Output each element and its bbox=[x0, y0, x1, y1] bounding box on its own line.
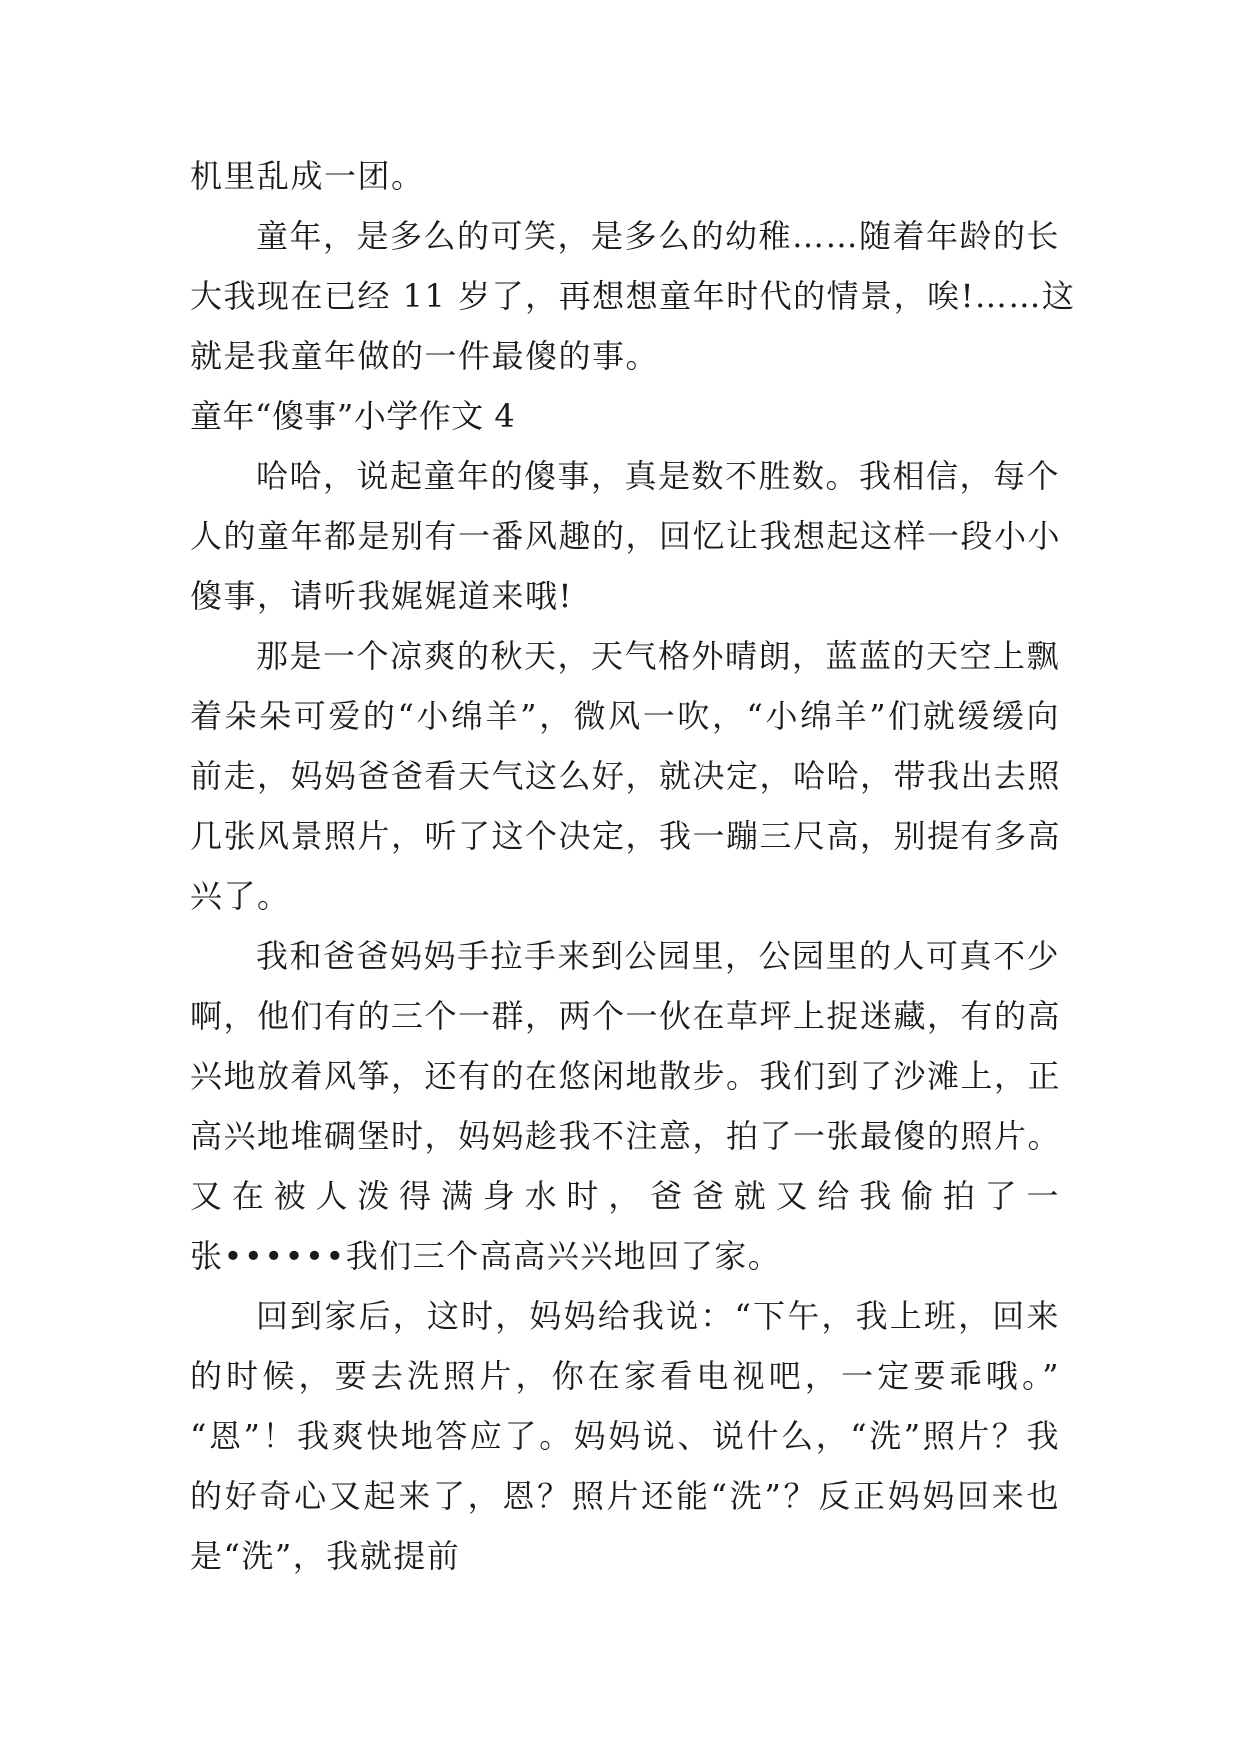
text-line: 人的童年都是别有一番风趣的，回忆让我想起这样一段小小 bbox=[190, 517, 1062, 555]
text-line: 就是我童年做的一件最傻的事。 bbox=[190, 337, 660, 375]
text-line: 大我现在已经 11 岁了，再想想童年时代的情景，唉!……这 bbox=[190, 277, 1076, 315]
text-line: 我和爸爸妈妈手拉手来到公园里，公园里的人可真不少 bbox=[256, 937, 1061, 975]
text-line: 啊，他们有的三个一群，两个一伙在草坪上捉迷藏，有的高 bbox=[190, 997, 1062, 1035]
text-line: 高兴地堆碉堡时，妈妈趁我不注意，拍了一张最傻的照片。 bbox=[190, 1117, 1062, 1155]
text-line: 回到家后，这时，妈妈给我说：“下午，我上班，回来 bbox=[256, 1297, 1060, 1335]
section-title: 童年“傻事”小学作文 4 bbox=[190, 397, 516, 435]
text-line: 又在被人泼得满身水时，爸爸就又给我偷拍了一 bbox=[190, 1177, 1060, 1215]
text-line: 着朵朵可爱的“小绵羊”，微风一吹，“小绵羊”们就缓缓向 bbox=[190, 697, 1060, 735]
text-line: 傻事，请听我娓娓道来哦! bbox=[190, 577, 573, 615]
text-line: 机里乱成一团。 bbox=[190, 157, 425, 195]
text-line: 那是一个凉爽的秋天，天气格外晴朗，蓝蓝的天空上飘 bbox=[256, 637, 1061, 675]
text-line: 的好奇心又起来了，恩？照片还能“洗”？反正妈妈回来也 bbox=[190, 1477, 1060, 1515]
text-line: 童年，是多么的可笑，是多么的幼稚……随着年龄的长 bbox=[256, 217, 1061, 255]
text-line: 几张风景照片，听了这个决定，我一蹦三尺高，别提有多高 bbox=[190, 817, 1062, 855]
text-line: “恩”！我爽快地答应了。妈妈说、说什么，“洗”照片？我 bbox=[190, 1417, 1060, 1455]
text-line: 是“洗”，我就提前 bbox=[190, 1537, 461, 1575]
text-line: 兴地放着风筝，还有的在悠闲地散步。我们到了沙滩上，正 bbox=[190, 1057, 1062, 1095]
text-line: 的时候，要去洗照片，你在家看电视吧，一定要乖哦。” bbox=[190, 1357, 1060, 1395]
text-line: 哈哈，说起童年的傻事，真是数不胜数。我相信，每个 bbox=[256, 457, 1061, 495]
text-line: 兴了。 bbox=[190, 877, 291, 915]
text-line: 前走，妈妈爸爸看天气这么好，就决定，哈哈，带我出去照 bbox=[190, 757, 1062, 795]
text-line: 张••••••我们三个高高兴兴地回了家。 bbox=[190, 1237, 782, 1275]
